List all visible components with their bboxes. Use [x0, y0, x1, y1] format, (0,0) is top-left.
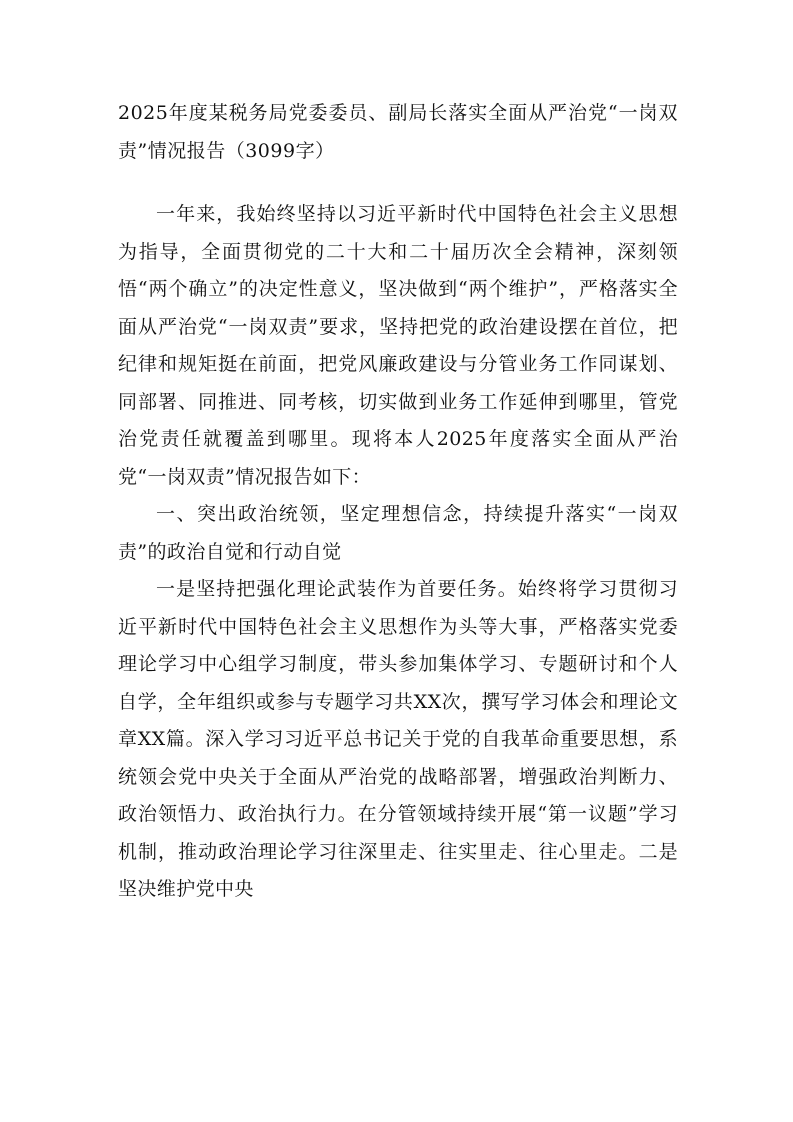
document-content — [118, 94, 678, 909]
paragraph-theory-study: 一是坚持把强化理论武装作为首要任务。始终将学习贯彻习近平新时代中国特色社会主义思想作为头等大事，严格落实党委理论学习中心组学习制度，带头参加集体学习、专题研讨和个人自学，全年组织或参与专题学习共XX次，撰写学习体会和理论文章XX篇。深入学习习近平总书记关于党的自我革命重要思想，系统领会党中央关于全面从严治党的战略部署，增强政治判断力、政治领悟力、政治执行力。在分管领域持续开展“第一议题”学习机制，推动政治理论学习往深里走、往实里走、往心里走。二是坚决维护党中央 — [118, 578, 678, 900]
document-title: 2025年度某税务局党委委员、副局长落实全面从严治党“一岗双责”情况报告（3099字） — [118, 102, 678, 162]
paragraph-intro: 一年来，我始终坚持以习近平新时代中国特色社会主义思想为指导，全面贯彻党的二十大和二十届历次全会精神，深刻领悟“两个确立”的决定性意义，坚决做到“两个维护”，严格落实全面从严治党“一岗双责”要求，坚持把党的政治建设摆在首位，把纪律和规矩挺在前面，把党风廉政建设与分管业务工作同谋划、同部署、同推进、同考核，切实做到业务工作延伸到哪里，管党治党责任就覆盖到哪里。现将本人2025年度落实全面从严治党“一岗双责”情况报告如下： — [118, 203, 678, 488]
section-heading-one: 一、突出政治统领，坚定理想信念，持续提升落实“一岗双责”的政治自觉和行动自觉 — [118, 503, 678, 563]
document-body — [118, 196, 678, 909]
